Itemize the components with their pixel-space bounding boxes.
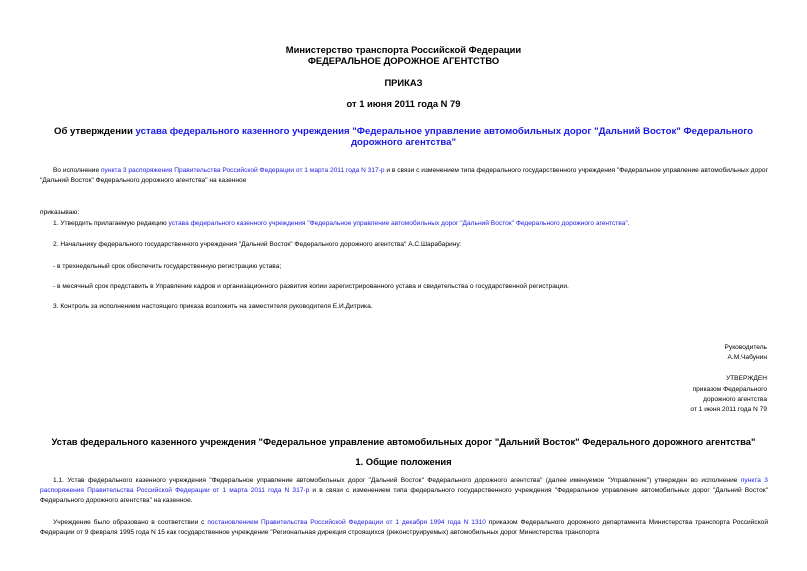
charter-p2-text-start: Учреждение было образовано в соответствии с [53, 519, 208, 526]
document-title [50, 126, 757, 148]
order-item-2a: - в трехнедельный срок обеспечить государственную регистрацию устава; [53, 263, 282, 270]
agency-name: ФЕДЕРАЛЬНОЕ ДОРОЖНОЕ АГЕНТСТВО [307, 55, 500, 66]
signature-name: А.М.Чабунин [727, 354, 767, 361]
approval-line-1: УТВЕРЖДЕН [725, 375, 767, 382]
preamble-text-end: и в связи с изменением типа федерального государственного учреждения "Федеральное управление автомобильных дорог "Дальний Восток" Федерального дорожного агентства" на казенное [40, 167, 768, 184]
order-item-1-charter-link[interactable]: устава федерального казенного учреждения "Федеральное управление автомобильных дорог "Дальний Восток" Федерального дорожного агентства" [168, 220, 628, 227]
charter-paragraph-1-1 [40, 476, 768, 506]
order-item-2b: - в месячный срок представить в Управление кадров и организационного развития копии зарегистрированного устава и свидетельства о государственной регистрации. [53, 283, 569, 290]
signature-position: Руководитель [724, 344, 767, 351]
preamble-decree-link[interactable]: пункта 3 распоряжения Правительства Российской Федерации от 1 марта 2011 года N 317-р [100, 167, 385, 174]
order-item-1 [53, 219, 767, 229]
charter-section-1-heading: 1. Общие положения [355, 456, 452, 467]
approval-line-3: дорожного агентства [703, 396, 767, 403]
preamble-text-start: Во исполнение [53, 167, 101, 174]
charter-p11-decree-link[interactable]: пункта 3 распоряжения Правительства Российской Федерации от 1 марта 2011 года N 317-р [40, 477, 768, 494]
charter-p2-resolution-link[interactable]: постановлением Правительства Российской Федерации от 1 декабря 1994 года N 1310 [207, 519, 486, 526]
preamble-paragraph [40, 166, 768, 186]
approval-line-2: приказом Федерального [692, 386, 767, 393]
document-type: ПРИКАЗ [384, 77, 423, 88]
order-word: приказываю: [40, 209, 80, 216]
document-date: от 1 июня 2011 года N 79 [346, 98, 461, 109]
order-item-1-prefix: 1. Утвердить прилагаемую редакцию [53, 220, 169, 227]
title-prefix: Об утверждении [53, 126, 136, 137]
order-item-2: 2. Начальнику федерального государственного учреждения "Дальний Восток" Федерального дорожного агентства" А.С.Шарабарину: [53, 241, 462, 248]
order-item-1-suffix: . [627, 220, 630, 227]
ministry-name: Министерство транспорта Российской Федерации [285, 44, 522, 55]
title-charter-link[interactable]: устава федерального казенного учреждения "Федеральное управление автомобильных дорог "Дальний Восток" Федерального дорожного агентства" [135, 126, 754, 148]
charter-paragraph-2 [40, 518, 768, 538]
charter-p11-text-start: 1.1. Устав федерального казенного учреждения "Федеральное управление автомобильных дорог "Дальний Восток" Федерального дорожного агентства" (далее именуемое "Управление") утвержден во исполнение [53, 477, 741, 484]
approval-line-4: от 1 июня 2011 года N 79 [690, 406, 767, 413]
charter-p11-text-end: и в связи с изменением типа федерального государственного учреждения "Федеральное управление автомобильных дорог "Дальний Восток" Федерального дорожного агентства" на казенное. [40, 487, 768, 504]
order-item-3: 3. Контроль за исполнением настоящего приказа возложить на заместителя руководителя Е.И.Дитрика. [53, 303, 373, 310]
charter-p2-text-end: приказом Федерального дорожного департамента Министерства транспорта Российской Федерации от 9 февраля 1995 года N 15 как государственное учреждение "Региональная дирекция строящихся (реконструируемых) автомобильных дорог Министерства транспорта [40, 519, 769, 536]
charter-title: Устав федерального казенного учреждения "Федеральное управление автомобильных дорог "Дальний Восток" Федерального дорожного агентства" [51, 436, 756, 447]
